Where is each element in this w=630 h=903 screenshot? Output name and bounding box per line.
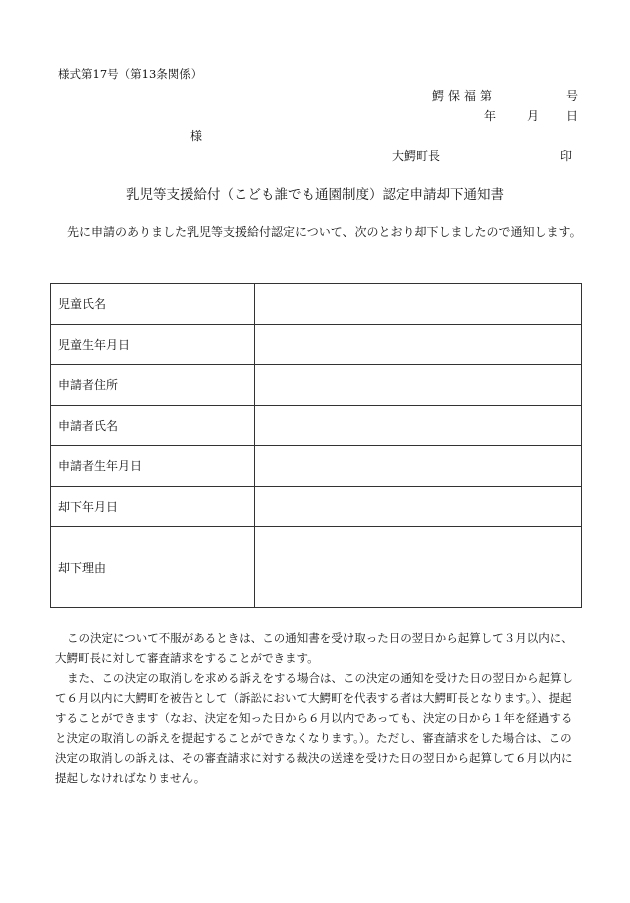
addressee-suffix: 様 (190, 129, 203, 143)
table-row (51, 527, 582, 608)
date-year-label: 年 (484, 109, 497, 123)
document-title: 乳児等支援給付（こども誰でも通園制度）認定申請却下通知書 (126, 187, 504, 203)
notes-section (55, 628, 583, 788)
table-row (51, 486, 582, 527)
note-paragraph: また、この決定の取消しを求める訴えをする場合は、この決定の通知を受けた日の翌日から起算して６月以内に大鰐町を被告として（訴訟において大鰐町を代表する者は大鰐町長となります。）、提起することができます（なお、決定を知った日から６月以内であっても、決定の日から１年を経過すると決定の取消しの訴えを提起することができなくなります。）。ただし、審査請求をした場合は、この決定の取消しの訴えは、その審査請求に対する裁決の送達を受けた日の翌日から起算して６月以内に提起しなければなりません。 (55, 671, 573, 785)
row-value-child-birthdate (255, 324, 582, 365)
table-row (51, 405, 582, 446)
row-value-child-name (255, 284, 582, 325)
row-value-rejection-date (255, 486, 582, 527)
row-label-applicant-name: 申請者氏名 (51, 405, 255, 446)
table-row (51, 365, 582, 406)
table-row (51, 324, 582, 365)
table-row (51, 284, 582, 325)
table-row (51, 446, 582, 487)
info-table (50, 283, 582, 608)
row-label-child-name: 児童氏名 (51, 284, 255, 325)
row-label-rejection-reason: 却下理由 (51, 527, 255, 608)
sender-name: 大鰐町長 (392, 149, 441, 163)
document-number-suffix: 号 (566, 89, 579, 103)
row-label-applicant-address: 申請者住所 (51, 365, 255, 406)
row-value-applicant-birthdate (255, 446, 582, 487)
row-label-child-birthdate: 児童生年月日 (51, 324, 255, 365)
document-number-label: 鰐保福第 (432, 89, 497, 103)
row-value-applicant-name (255, 405, 582, 446)
date-month-label: 月 (527, 109, 540, 123)
date-day-label: 日 (566, 109, 579, 123)
row-label-applicant-birthdate: 申請者生年月日 (51, 446, 255, 487)
row-value-rejection-reason (255, 527, 582, 608)
seal-mark: 印 (560, 149, 573, 163)
intro-paragraph: 先に申請のありました乳児等支援給付認定について、次のとおり却下しましたので通知します。 (67, 225, 582, 239)
row-value-applicant-address (255, 365, 582, 406)
form-number: 様式第17号（第13条関係） (58, 67, 203, 81)
note-paragraph: この決定について不服があるときは、この通知書を受け取った日の翌日から起算して３月以内に、大鰐町長に対して審査請求をすることができます。 (55, 631, 573, 665)
row-label-rejection-date: 却下年月日 (51, 486, 255, 527)
